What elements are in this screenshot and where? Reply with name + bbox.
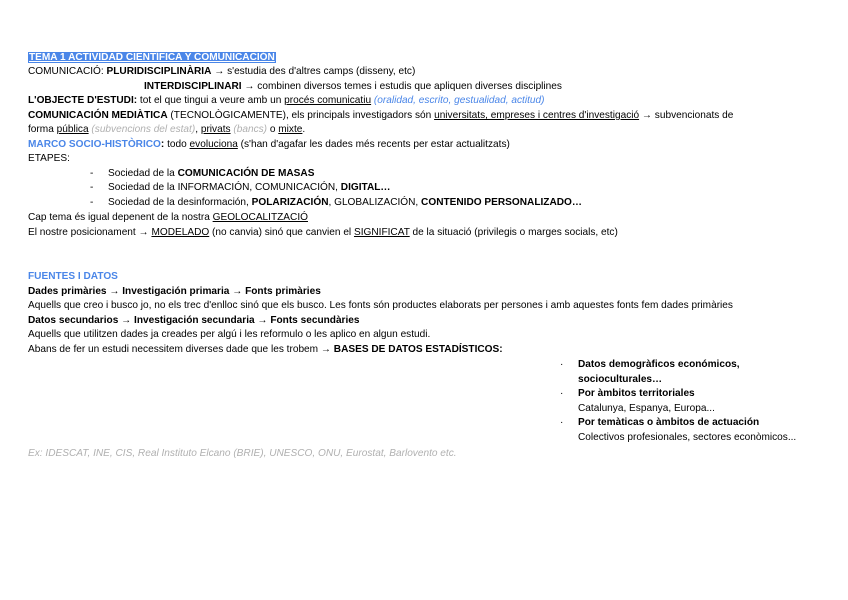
sep-3: . bbox=[302, 124, 306, 135]
significat: SIGNIFICAT bbox=[353, 227, 410, 238]
tema-title-line bbox=[28, 51, 276, 64]
secundaries-heading: Datos secundarios → Investigación secundaria → Fonts secundàries bbox=[28, 315, 360, 326]
etapes-label: ETAPES: bbox=[28, 153, 70, 164]
bullet-item bbox=[560, 358, 740, 371]
mediatica-text-1: (TECNOLÒGICAMENTE), els principals investigadors són bbox=[167, 110, 435, 121]
etapa-text-mid: , GLOBALIZACIÓN, bbox=[328, 197, 422, 208]
privats: privats bbox=[200, 124, 231, 135]
forma-text: forma bbox=[28, 124, 57, 135]
objecte-line bbox=[28, 94, 544, 107]
abans-line bbox=[28, 343, 503, 356]
objecte-label: L'OBJECTE D'ESTUDI: bbox=[28, 95, 138, 106]
bullet-bold-2: socioculturales… bbox=[578, 374, 663, 385]
dash: - bbox=[90, 168, 94, 179]
primaries-desc: Aquells que creo i busco jo, no els trec d'enlloc sinó que els busco. Les fonts són productes elaborats per persones i amb aquestes fonts fem dades primàries bbox=[28, 300, 733, 311]
marco-text-2: (s'han d'agafar les dades més recents per estar actualitzats) bbox=[237, 139, 510, 150]
bullet-item bbox=[560, 416, 759, 429]
examples-line: Ex: IDESCAT, INE, CIS, Real Instituto Elcano (BRIE), UNESCO, ONU, Eurostat, Barlovento etc. bbox=[28, 448, 457, 459]
bullet-bold: Por temàticas o àmbitos de actuación bbox=[578, 417, 760, 428]
publica: pública bbox=[56, 124, 89, 135]
captema-line bbox=[28, 211, 308, 224]
etapa-text: Sociedad de la desinformación, bbox=[108, 197, 252, 208]
secundaries-desc: Aquells que utilitzen dades ja creades per algú i les reformulo o les aplico en algun estudi. bbox=[28, 329, 431, 340]
modelado: MODELADO bbox=[151, 227, 210, 238]
primaries-heading: Dades primàries → Investigación primaria → Fonts primàries bbox=[28, 286, 321, 297]
marco-text-1: todo bbox=[164, 139, 190, 150]
bullet-sub: Colectivos profesionales, sectores econòmicos... bbox=[578, 432, 797, 443]
dash: - bbox=[90, 197, 94, 208]
objecte-italic: (oralidad, escrito, gestualidad, actitud) bbox=[371, 95, 545, 106]
etapa-bold: DIGITAL… bbox=[340, 182, 391, 193]
privats-note: (bancs) bbox=[230, 124, 268, 135]
posicio-text-3: de la situació (privilegis o marges socials, etc) bbox=[409, 227, 618, 238]
pluri-desc: → s'estudia des d'altres camps (disseny, etc) bbox=[211, 66, 416, 77]
comunicacio-line bbox=[28, 65, 415, 78]
marco-label: MARCO SOCIO-HISTÒRICO bbox=[28, 139, 161, 150]
mixte: mixte bbox=[278, 124, 303, 135]
comunicacio-label: COMUNICACIÓ: bbox=[28, 66, 107, 77]
posicio-line bbox=[28, 226, 618, 239]
bases-datos: BASES DE DATOS ESTADÍSTICOS: bbox=[333, 344, 503, 355]
mediatica-label: COMUNICACIÓN MEDIÀTICA bbox=[28, 110, 168, 121]
posicio-text-1: El nostre posicionament → bbox=[28, 227, 152, 238]
fuentes-title: FUENTES I DATOS bbox=[28, 271, 118, 282]
proces-comunicatiu: procés comunicatiu bbox=[284, 95, 372, 106]
mediatica-text-2: → subvencionats de bbox=[639, 110, 734, 121]
inter-line bbox=[144, 80, 562, 93]
marco-colon: : bbox=[160, 139, 165, 150]
etapa-text: Sociedad de la bbox=[108, 168, 178, 179]
etapa-bold: COMUNICACIÓN DE MASAS bbox=[177, 168, 315, 179]
bullet-mark: · bbox=[560, 417, 564, 428]
inter-desc: → combinen diversos temes i estudis que apliquen diverses disciplines bbox=[241, 81, 562, 92]
evoluciona: evoluciona bbox=[189, 139, 238, 150]
etapa-item bbox=[90, 167, 314, 180]
mediatica-line-1 bbox=[28, 109, 733, 122]
etapa-item bbox=[90, 196, 582, 209]
etapa-item bbox=[90, 181, 391, 194]
etapa-bold-2: CONTENIDO PERSONALIZADO… bbox=[421, 197, 582, 208]
bullet-bold: Datos demogràficos económicos, bbox=[578, 359, 740, 370]
publica-note: (subvencions del estat) bbox=[88, 124, 196, 135]
etapa-bold: POLARIZACIÓN bbox=[251, 197, 329, 208]
pluri-term: PLURIDISCIPLINÀRIA bbox=[106, 66, 212, 77]
bullet-item bbox=[560, 387, 695, 400]
bullet-mark: · bbox=[560, 359, 564, 370]
bullet-sub: Catalunya, Espanya, Europa... bbox=[578, 403, 715, 414]
abans-text: Abans de fer un estudi necessitem diverses dade que les trobem → bbox=[28, 344, 334, 355]
bullet-bold: Por àmbitos territoriales bbox=[578, 388, 695, 399]
bullet-mark: · bbox=[560, 388, 564, 399]
marco-line bbox=[28, 138, 510, 151]
inter-term: INTERDISCIPLINARI bbox=[144, 81, 242, 92]
mediatica-line-2 bbox=[28, 123, 305, 136]
etapa-text: Sociedad de la INFORMACIÓN, COMUNICACIÓN, bbox=[108, 182, 341, 193]
sep-1: , bbox=[195, 124, 201, 135]
dash: - bbox=[90, 182, 94, 193]
investigadors: universitats, empreses i centres d'investigació bbox=[434, 110, 640, 121]
sep-2: o bbox=[267, 124, 279, 135]
tema-title: TEMA 1 ACTIVIDAD CIENTÍFICA Y COMUNICACIÓN bbox=[29, 52, 275, 63]
captema-text: Cap tema és igual depenent de la nostra bbox=[28, 212, 213, 223]
objecte-text: tot el que tingui a veure amb un bbox=[137, 95, 285, 106]
posicio-text-2: (no canvia) sinó que canvien el bbox=[209, 227, 354, 238]
geolocalitzacio: GEOLOCALITZACIÓ bbox=[212, 212, 308, 223]
